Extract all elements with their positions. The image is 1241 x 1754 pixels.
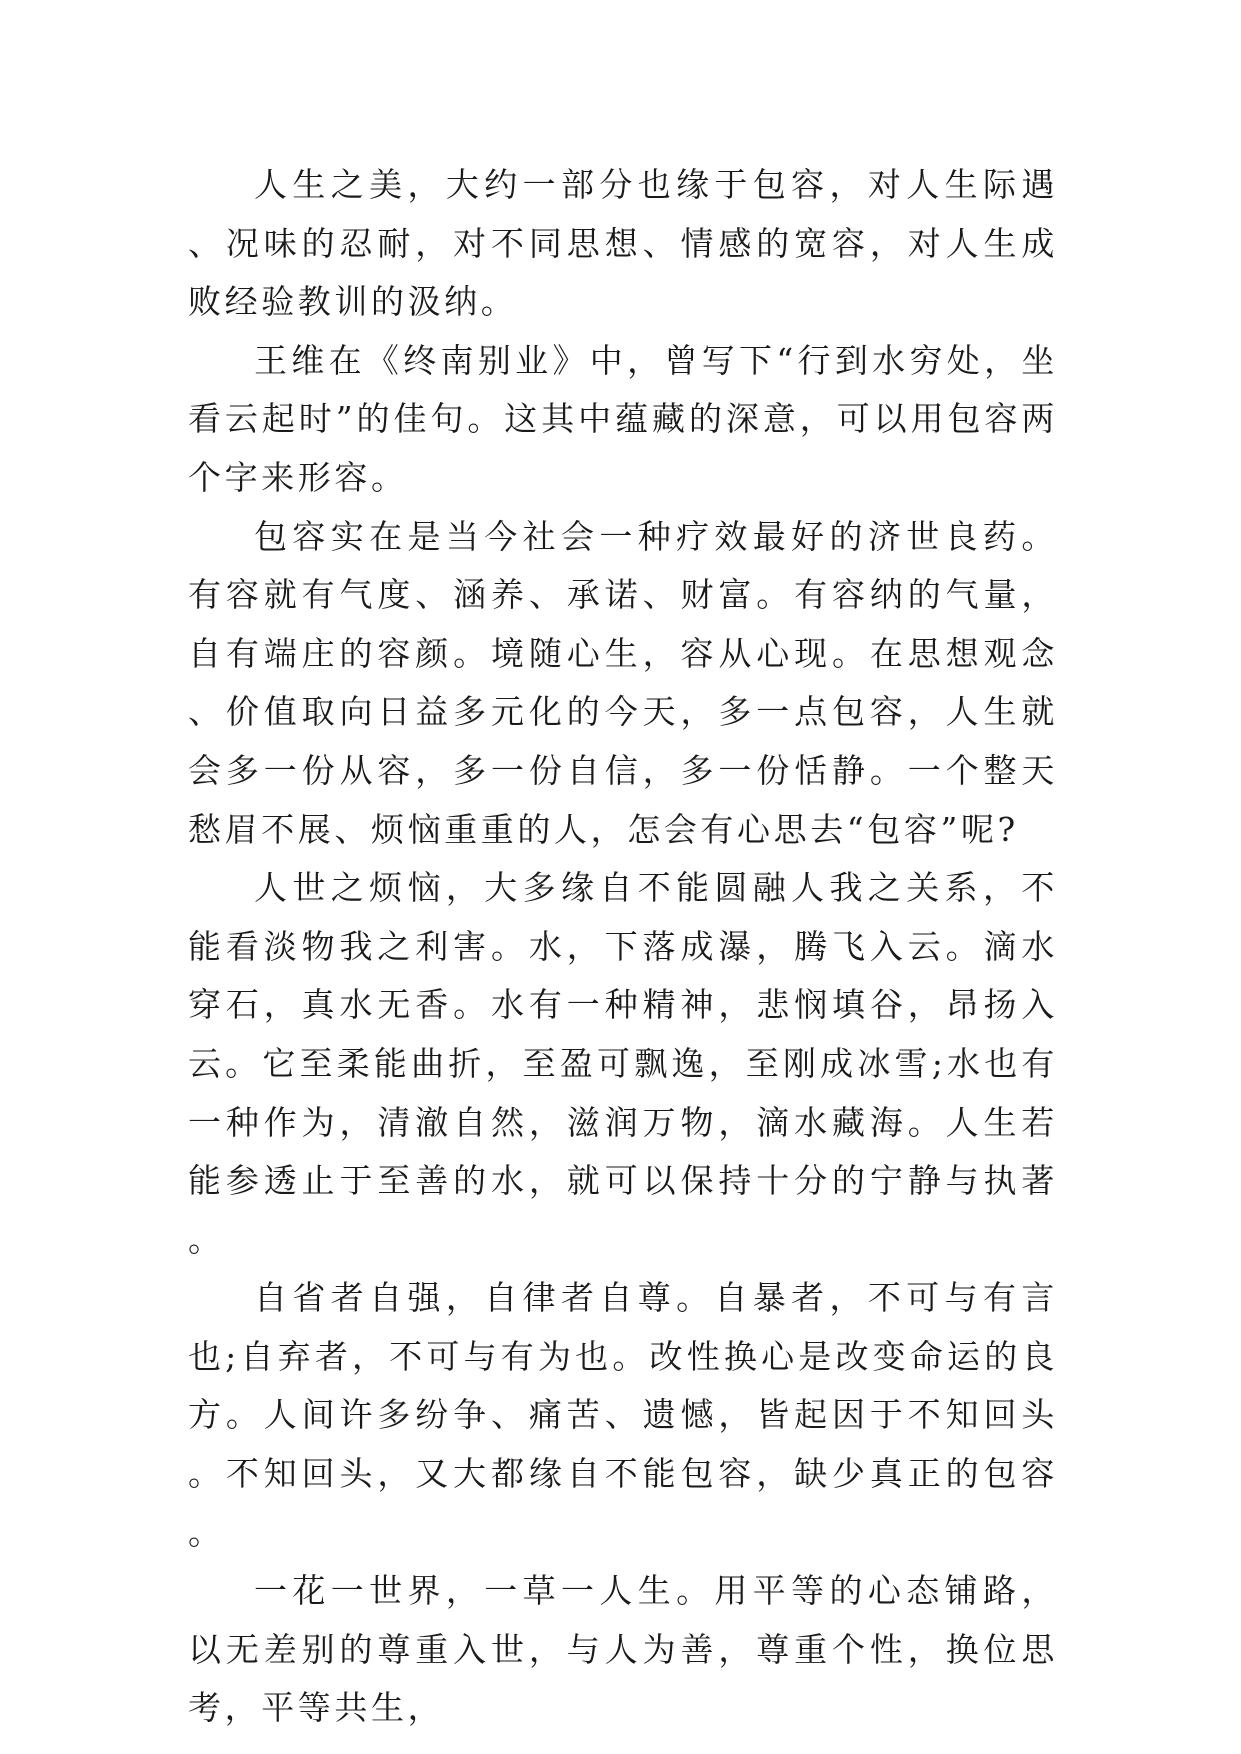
paragraph-1: 人生之美，大约一部分也缘于包容，对人生际遇、况味的忍耐，对不同思想、情感的宽容，对人生成败经验教训的汲纳。	[188, 165, 1058, 322]
paragraph-6: 一花一世界，一草一人生。用平等的心态铺路，以无差别的尊重入世，与人为善，尊重个性，换位思考，平等共生，	[188, 1571, 1058, 1728]
paragraph-5: 自省者自强，自律者自尊。自暴者，不可与有言也;自弃者，不可与有为也。改性换心是改变命运的良方。人间许多纷争、痛苦、遗憾，皆起因于不知回头。不知回头，又大都缘自不能包容，缺少真正的包容。	[188, 1278, 1058, 1552]
paragraph-2: 王维在《终南别业》中，曾写下“行到水穷处，坐看云起时”的佳句。这其中蕴藏的深意，可以用包容两个字来形容。	[188, 340, 1058, 497]
body-text	[188, 156, 1058, 1738]
paragraph-3: 包容实在是当今社会一种疗效最好的济世良药。有容就有气度、涵养、承诺、财富。有容纳的气量，自有端庄的容颜。境随心生，容从心现。在思想观念、价值取向日益多元化的今天，多一点包容，人生就会多一份从容，多一份自信，多一份恬静。一个整天愁眉不展、烦恼重重的人，怎会有心思去“包容”呢?	[188, 516, 1058, 849]
paragraph-4: 人世之烦恼，大多缘自不能圆融人我之关系，不能看淡物我之利害。水，下落成瀑，腾飞入云。滴水穿石，真水无香。水有一种精神，悲悯填谷，昂扬入云。它至柔能曲折，至盈可飘逸，至刚成冰雪;水也有一种作为，清澈自然，滋润万物，滴水藏海。人生若能参透止于至善的水，就可以保持十分的宁静与执著。	[188, 868, 1058, 1259]
